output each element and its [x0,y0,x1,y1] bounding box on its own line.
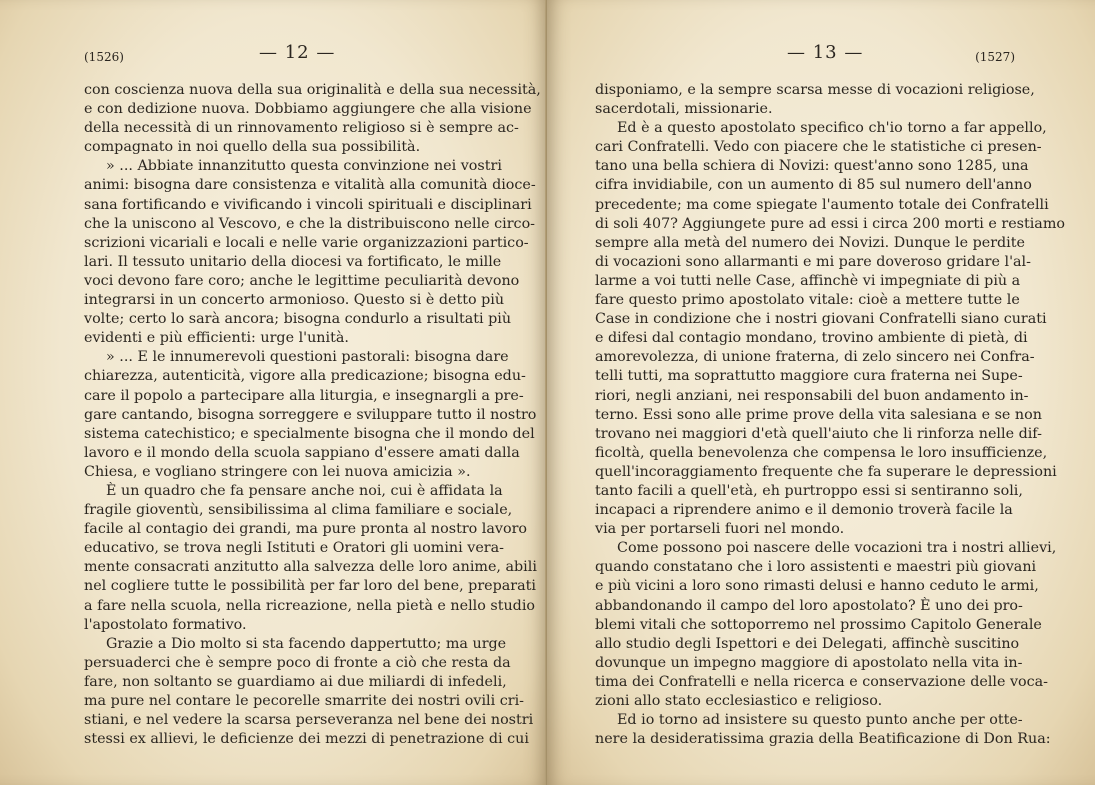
text-line: persuaderci che è sempre poco di fronte a ciò che resta da [84,654,511,671]
text-line: terno. Essi sono alle prime prove della vita salesiana e se non [595,406,1042,423]
text-line: sacerdotali, missionarie. [595,101,773,118]
left-page-signature: (1526) [84,50,124,64]
text-line: Chiesa, e vogliano stringere con lei nuova amicizia ». [84,463,471,480]
text-line: lavoro e il mondo della scuola sappiano d'essere amati dalla [84,444,520,461]
text-line: scrizioni vicariali e locali e nelle varie organizzazioni partico- [84,234,529,251]
text-line: facile al contagio dei grandi, ma pure pronta al nostro lavoro [84,521,528,538]
text-line: È un quadro che fa pensare anche noi, cui è affidata la [106,482,503,499]
text-line: fare, non soltanto se guardiamo ai due miliardi di infedeli, [84,673,507,690]
left-page-text [84,81,541,749]
text-line: e difesi dal contagio mondano, trovino ambiente di pietà, di [595,330,1028,347]
text-line: trovano nei maggiori d'età quell'aiuto che li rinforza nelle dif- [595,425,1042,442]
text-line: a fare nella scuola, nella ricreazione, nella pietà e nello studio [84,597,536,614]
text-line: sistema catechistico; e specialmente bisogna che il mondo del [84,425,535,442]
text-line: amorevolezza, di unione fraterna, di zelo sincero nei Confra- [595,349,1035,366]
text-line: care il popolo a partecipare alla liturgia, e insegnargli a pre- [84,387,524,404]
text-line: incapaci a riprendere animo e il demonio troverà facile la [595,502,1013,519]
text-line: nere la desideratissima grazia della Beatificazione di Don Rua: [595,731,1051,748]
text-line: Come possono poi nascere delle vocazioni tra i nostri allievi, [617,540,1057,557]
text-line: cari Confratelli. Vedo con piacere che le statistiche ci presen- [595,139,1042,156]
text-line: » ... E le innumerevoli questioni pastorali: bisogna dare [106,349,509,366]
text-line: sana fortificando e vivificando i vincoli spirituali e disciplinari [84,196,532,213]
text-line: di vocazioni sono allarmanti e mi pare doveroso gridare l'al- [595,253,1031,270]
text-line: voci devono fare coro; anche le legittime peculiarità devono [84,272,520,289]
right-page-text [595,81,1065,749]
text-line: quando constatano che i loro assistenti e maestri più giovani [595,559,1037,576]
text-line: telli tutti, ma soprattutto maggiore cura fraterna nei Supe- [595,368,1023,385]
text-line: larme a voi tutti nelle Case, affinchè vi impegniate di più a [595,272,1021,289]
text-line: integrarsi in un concerto armonioso. Questo si è detto più [84,292,505,309]
text-line: blemi vitali che sottoporremo nel prossimo Capitolo Generale [595,616,1042,633]
text-line: allo studio degli Ispettori e dei Delegati, affinchè suscitino [595,635,1020,652]
text-line: lari. Il tessuto unitario della diocesi va fortificato, le mille [84,253,502,270]
text-line: tanto facili a quell'età, eh purtroppo essi si sentiranno soli, [595,482,1023,499]
text-line: fragile gioventù, sensibilissima al clima familiare e sociale, [84,502,513,519]
text-line: educativo, se trova negli Istituti e Oratori gli uomini vera- [84,540,504,557]
text-line: Ed io torno ad insistere su questo punto anche per otte- [617,712,1023,729]
text-line: zioni allo stato ecclesiastico e religioso. [595,693,883,709]
text-line: animi: bisogna dare consistenza e vitalità alla comunità dioce- [84,177,536,194]
text-line: stiani, e nel vedere la scarsa perseveranza nel bene dei nostri [84,712,534,729]
text-line: Grazie a Dio molto si sta facendo dappertutto; ma urge [106,635,507,652]
text-line: » ... Abbiate innanzitutto questa convinzione nei vostri [106,158,502,175]
text-line: tano una bella schiera di Novizi: quest'anno sono 1285, una [595,158,1029,175]
text-line: cifra invidiabile, con un aumento di 85 sul numero dell'anno [595,177,1032,194]
text-line: e con dedizione nuova. Dobbiamo aggiungere che alla visione [84,101,532,118]
text-line: sempre alla metà del numero dei Novizi. Dunque le perdite [595,234,1025,251]
text-line: dovunque un impegno maggiore di apostolato nella vita in- [595,654,1023,671]
text-line: l'apostolato formativo. [84,616,247,633]
right-page-header [597,42,1015,70]
text-line: fare questo primo apostolato vitale: cioè a mettere tutte le [595,292,1020,309]
text-line: tima dei Confratelli e nella ricerca e conservazione delle voca- [595,673,1049,690]
text-line: della necessità di un rinnovamento religioso si è sempre ac- [84,120,519,137]
left-page [0,0,547,785]
right-page-number: — 13 — [787,42,864,63]
text-line: di soli 407? Aggiungete pure ad essi i circa 200 morti e restiamo [595,215,1065,232]
text-line: Ed è a questo apostolato specifico ch'io torno a far appello, [617,120,1047,137]
text-line: compagnato in noi quello della sua possibilità. [84,139,421,156]
text-line: quell'incoraggiamento frequente che fa superare le depressioni [595,463,1057,480]
text-line: riori, negli anziani, nei responsabili del buon andamento in- [595,387,1029,404]
text-line: ma pure nel contare le pecorelle smarrite dei nostri ovili cri- [84,693,524,709]
text-line: disponiamo, e la sempre scarsa messe di vocazioni religiose, [595,82,1035,98]
text-line: evidenti e più efficienti: urge l'unità. [84,330,349,347]
text-line: con coscienza nuova della sua originalità e della sua necessità, [84,82,541,98]
text-line: abbandonando il campo del loro apostolato? È uno dei pro- [595,597,1023,614]
text-line: stessi ex allievi, le deficienze dei mezzi di penetrazione di cui [84,731,529,748]
left-page-number: — 12 — [259,42,336,63]
text-line: ficoltà, quella benevolenza che compensa le loro insufficienze, [595,444,1048,461]
text-line: precedente; ma come spiegate l'aumento totale dei Confratelli [595,196,1049,213]
text-line: volte; certo lo sarà ancora; bisogna condurlo a risultati più [84,311,512,328]
left-page-header [84,42,502,70]
text-line: via per portarseli fuori nel mondo. [595,521,845,538]
right-page [547,0,1095,785]
text-line: chiarezza, autenticità, vigore alla predicazione; bisogna edu- [84,368,526,385]
text-line: che la uniscono al Vescovo, e che la distribuiscono nelle circo- [84,215,536,232]
text-line: mente consacrati anzitutto alla salvezza delle loro anime, abili [84,559,537,576]
text-line: Case in condizione che i nostri giovani Confratelli siano curati [595,311,1047,328]
right-page-signature: (1527) [975,50,1015,64]
text-line: e più vicini a loro sono rimasti delusi e hanno ceduto le armi, [595,578,1039,595]
text-line: gare cantando, bisogna sorreggere e sviluppare tutto il nostro [84,406,537,423]
text-line: nel cogliere tutte le possibilità per far loro del bene, preparati [84,578,536,595]
